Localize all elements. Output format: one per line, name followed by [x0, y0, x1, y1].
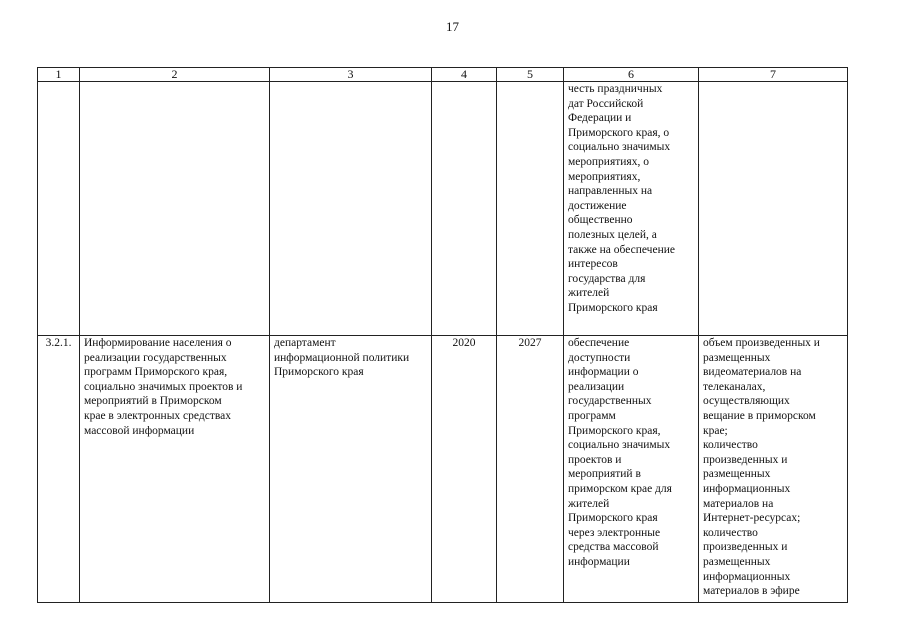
cell-executor: департамент информационной политики Приморского края	[270, 336, 432, 603]
header-col-7: 7	[699, 68, 848, 82]
table-row-continuation	[38, 82, 848, 336]
cell-empty	[38, 82, 80, 336]
cell-name: Информирование населения о реализации государственных программ Приморского края, социально значимых проектов и мероприятий в Приморском крае в электронных средствах массовой информации	[80, 336, 270, 603]
measures-table	[37, 67, 848, 603]
cell-result-continuation: честь праздничных дат Российской Федерации и Приморского края, о социально значимых мероприятиях, о мероприятиях, направленных на достижение общественно полезных целей, а также на обеспечение интересов государства для жителей Приморского края	[564, 82, 699, 336]
cell-result: обеспечение доступности информации о реализации государственных программ Приморского края, социально значимых проектов и мероприятий в приморском крае для жителей Приморского края через электронные средства массовой информации	[564, 336, 699, 603]
header-col-4: 4	[432, 68, 497, 82]
header-col-2: 2	[80, 68, 270, 82]
cell-empty	[699, 82, 848, 336]
header-col-1: 1	[38, 68, 80, 82]
cell-empty	[432, 82, 497, 336]
header-row	[38, 68, 848, 82]
cell-empty	[497, 82, 564, 336]
cell-number: 3.2.1.	[38, 336, 80, 603]
cell-indicators: объем произведенных и размещенных видеоматериалов на телеканалах, осуществляющих вещание в приморском крае; количество произведенных и размещенных информационных материалов на Интернет-ресурсах; количество произведенных и размещенных информационных материалов в эфире	[699, 336, 848, 603]
cell-empty	[80, 82, 270, 336]
header-col-3: 3	[270, 68, 432, 82]
page-number: 17	[446, 19, 459, 34]
cell-end-year: 2027	[497, 336, 564, 603]
table-row	[38, 336, 848, 603]
cell-empty	[270, 82, 432, 336]
cell-start-year: 2020	[432, 336, 497, 603]
header-col-5: 5	[497, 68, 564, 82]
header-col-6: 6	[564, 68, 699, 82]
